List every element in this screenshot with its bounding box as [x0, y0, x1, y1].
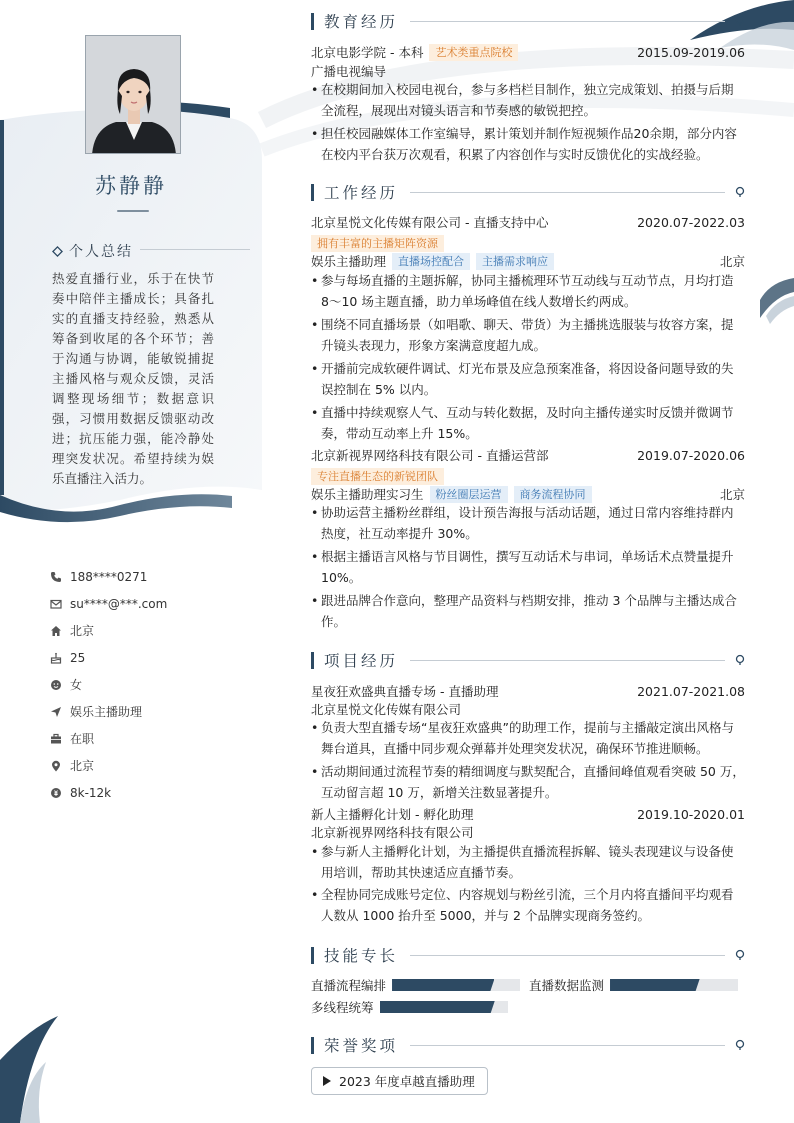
job-city: 北京	[719, 254, 745, 269]
project-header-row	[311, 805, 745, 823]
section-divider	[410, 1045, 725, 1046]
contact-list	[50, 563, 167, 806]
project-header-row	[311, 682, 745, 700]
project-company: 北京星悦文化传媒有限公司	[311, 702, 462, 717]
contact-value: 女	[70, 678, 83, 692]
honors-header	[311, 1035, 745, 1055]
contact-value: 8k-12k	[70, 785, 112, 800]
job-role: 娱乐主播助理实习生	[311, 487, 424, 502]
job-skill-tag: 商务流程协同	[514, 486, 592, 503]
section-divider	[410, 660, 725, 661]
contact-value: 北京	[70, 624, 95, 638]
skill-bar	[380, 1001, 508, 1013]
work-title: 工作经历	[324, 184, 399, 202]
section-bar	[311, 947, 314, 964]
skill-bar	[392, 979, 520, 991]
contact-intention	[50, 698, 167, 725]
project-bullet: • 负责大型直播专场“星夜狂欢盛典”的助理工作，提前与主播敲定演出风格与舞台道具，直播中同步观众弹幕并处理突发状况，确保环节推进顺畅。	[311, 717, 745, 759]
contact-value: 北京	[70, 759, 95, 773]
candidate-name: 苏静静	[95, 174, 167, 198]
contact-email	[50, 590, 167, 617]
summary-text: 热爱直播行业，乐于在快节奏中陪伴主播成长；具备扎实的直播支持经验，熟悉从筹备到收尾的各个环节；善于沟通与协调，能敏锐捕捉主播风格与观众反馈，灵活调整现场细节；数据意识强，习惯用数据反馈驱动改进；抗压能力强，能冷静处理突发状况。希望持续为娱乐直播注入活力。	[52, 271, 214, 486]
honors-title: 荣誉奖项	[324, 1037, 399, 1055]
name-underline	[117, 210, 149, 212]
job-date: 2020.07-2022.03	[637, 214, 745, 230]
projects-title: 项目经历	[324, 652, 399, 670]
skill-item	[311, 976, 520, 994]
pin-icon	[735, 1039, 745, 1051]
location-icon	[50, 760, 62, 772]
summary-header	[52, 241, 133, 261]
skill-name: 直播流程编排	[311, 978, 387, 993]
project-company-row	[311, 823, 745, 841]
skill-bar	[610, 979, 738, 991]
projects-header	[311, 650, 745, 670]
phone-icon	[50, 571, 62, 583]
skill-bar-fill	[392, 979, 494, 991]
job-role-row	[311, 252, 745, 270]
project-name: 新人主播孵化计划 - 孵化助理	[311, 807, 474, 822]
job-highlight-tag: 拥有丰富的主播矩阵资源	[311, 235, 444, 252]
project-date: 2019.10-2020.01	[637, 806, 745, 822]
job-skill-tag: 直播场控配合	[392, 253, 470, 270]
contact-status	[50, 725, 167, 752]
section-bar	[311, 184, 314, 201]
section-divider	[410, 192, 725, 193]
project-company-row	[311, 700, 745, 718]
job-highlight-row	[311, 235, 444, 252]
job-bullet: • 围绕不同直播场景（如唱歌、聊天、带货）为主播挑选服装与妆容方案，提升镜头表现力，形象方案满意度超九成。	[311, 314, 745, 356]
contact-value: 娱乐主播助理	[70, 705, 143, 719]
education-bullet: • 在校期间加入校园电视台，参与多档栏目制作，独立完成策划、拍摄与后期全流程，展现出对镜头语言和节奏感的敏锐把控。	[311, 79, 745, 121]
project-name: 星夜狂欢盛典直播专场 - 直播助理	[311, 684, 499, 699]
job-header-row	[311, 213, 745, 231]
play-icon	[323, 1076, 331, 1086]
skill-item	[311, 998, 508, 1016]
pin-icon	[735, 15, 745, 27]
avatar-portrait	[86, 36, 181, 154]
contact-value: 在职	[70, 732, 95, 746]
project-bullet: • 参与新人主播孵化计划，为主播提供直播流程拆解、镜头表现建议与设备使用培训，帮助其快速适应直播节奏。	[311, 841, 745, 883]
summary-divider	[140, 249, 250, 250]
education-major: 广播电视编导	[311, 64, 387, 79]
job-skill-tag: 主播需求响应	[476, 253, 554, 270]
pin-icon	[735, 186, 745, 198]
diamond-icon	[52, 246, 63, 257]
job-bullet: • 根据主播语言风格与节目调性，撰写互动话术与串词，单场话术点赞量提升 10%。	[311, 546, 745, 588]
section-bar	[311, 652, 314, 669]
education-date: 2015.09-2019.06	[637, 44, 745, 60]
section-divider	[410, 955, 725, 956]
salary-icon	[50, 787, 62, 799]
section-bar	[311, 13, 314, 30]
project-date: 2021.07-2021.08	[637, 683, 745, 699]
education-header	[311, 11, 745, 31]
contact-salary	[50, 779, 167, 806]
section-bar	[311, 1037, 314, 1054]
job-bullet: • 开播前完成软硬件调试、灯光布景及应急预案准备，将因设备问题导致的失误控制在 5% 以内。	[311, 358, 745, 400]
contact-value: 188****0271	[70, 569, 148, 584]
mail-icon	[50, 598, 62, 610]
work-header	[311, 182, 745, 202]
award-badge	[311, 1067, 488, 1095]
project-bullet: • 活动期间通过流程节奏的精细调度与默契配合，直播间峰值观看突破 50 万，互动留言超 10 万，新增关注数显著提升。	[311, 761, 745, 803]
education-row	[311, 43, 745, 61]
skills-header	[311, 945, 745, 965]
job-bullet: • 跟进品牌合作意向，整理产品资料与档期安排，推动 3 个品牌与主播达成合作。	[311, 590, 745, 632]
cake-icon	[50, 652, 62, 664]
job-skill-tag: 粉丝圈层运营	[430, 486, 508, 503]
job-company: 北京星悦文化传媒有限公司 - 直播支持中心	[311, 215, 549, 230]
gender-icon	[50, 679, 62, 691]
education-bullet: • 担任校园融媒体工作室编导，累计策划并制作短视频作品20余期，部分内容在校内平台获万次观看，积累了内容创作与实时反馈优化的实战经验。	[311, 123, 745, 165]
contact-location	[50, 752, 167, 779]
project-bullet: • 全程协同完成账号定位、内容规划与粉丝引流，三个月内将直播间平均观看人数从 1000 抬升至 5000，并与 2 个品牌实现商务签约。	[311, 884, 745, 926]
contact-value: su****@***.com	[70, 596, 168, 611]
summary-title: 个人总结	[69, 244, 133, 260]
award-text: 2023 年度卓越直播助理	[339, 1074, 475, 1089]
job-company: 北京新视界网络科技有限公司 - 直播运营部	[311, 448, 549, 463]
skills-title: 技能专长	[324, 947, 399, 965]
section-divider	[410, 21, 725, 22]
contact-gender	[50, 671, 167, 698]
home-icon	[50, 625, 62, 637]
pin-icon	[735, 949, 745, 961]
sidebar	[0, 0, 290, 1123]
job-bullet: • 参与每场直播的主题拆解，协同主播梳理环节互动线与互动节点，月均打造 8～10 场主题直播，助力单场峰值在线人数增长约两成。	[311, 270, 745, 312]
pin-icon	[735, 654, 745, 666]
skill-bar-fill	[610, 979, 700, 991]
job-highlight-row	[311, 468, 444, 485]
briefcase-icon	[50, 733, 62, 745]
contact-phone	[50, 563, 167, 590]
job-highlight-tag: 专注直播生态的新锐团队	[311, 468, 444, 485]
skill-item	[529, 976, 738, 994]
contact-value: 25	[70, 650, 86, 665]
skill-bar-fill	[380, 1001, 495, 1013]
send-icon	[50, 706, 62, 718]
skill-name: 多线程统筹	[311, 1000, 374, 1015]
contact-age	[50, 644, 167, 671]
education-major-row	[311, 62, 745, 80]
profile-photo	[85, 35, 181, 154]
job-role: 娱乐主播助理	[311, 254, 387, 269]
skill-name: 直播数据监测	[529, 978, 605, 993]
job-bullet: • 协助运营主播粉丝群组，设计预告海报与活动话题，通过日常内容维持群内热度，社互动率提升 30%。	[311, 502, 745, 544]
job-header-row	[311, 446, 745, 464]
job-bullet: • 直播中持续观察人气、互动与转化数据，及时向主播传递实时反馈并微调节奏，带动互动率上升 15%。	[311, 402, 745, 444]
job-city: 北京	[719, 487, 745, 502]
job-role-row	[311, 485, 745, 503]
job-date: 2019.07-2020.06	[637, 447, 745, 463]
project-company: 北京新视界网络科技有限公司	[311, 825, 474, 840]
contact-home	[50, 617, 167, 644]
education-school: 北京电影学院 - 本科	[311, 45, 424, 60]
education-title: 教育经历	[324, 13, 399, 31]
education-tag: 艺术类重点院校	[429, 44, 518, 61]
